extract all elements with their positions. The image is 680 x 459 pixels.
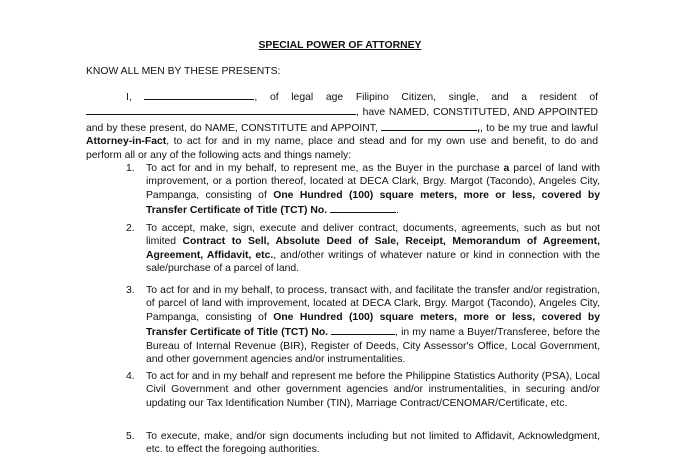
item-number: 5. — [126, 431, 135, 442]
list-item — [126, 162, 600, 218]
item-text-part: , and/other writings of whatever nature or kind in connection with the sale/purchase of a parcel of land. — [146, 249, 600, 275]
intro-part3: , to be my true and lawful — [480, 122, 599, 134]
intro-part2: , have NAMED, CONSTITUTED, AND APPOINTED and by these present, do NAME, CONSTITUTE and APPOINT, — [86, 107, 598, 134]
item-number: 4. — [126, 371, 135, 382]
document-title: SPECIAL POWER OF ATTORNEY — [258, 40, 422, 51]
tct-blank — [330, 202, 396, 213]
name-blank — [144, 89, 254, 100]
item-text — [146, 222, 600, 276]
item-text-part: To act for and in my behalf, to represent me, as the Buyer in the purchase — [146, 163, 500, 174]
list-item — [126, 370, 600, 410]
item-text-part: , in my name a Buyer/Transferee, before the Bureau of Internal Revenue (BIR), Register of Deeds, City Assessor's Office, Local Government, and other government agencies and/or instrumentalities. — [146, 327, 600, 366]
item-text-part: parcel of land with improvement, or a portion thereof, located at DECA Clark, Brgy. Margot (Tacondo), Angeles City, Pampanga, consisting of — [146, 163, 600, 201]
item-text-part: To accept, make, sign, execute and deliver contract, documents, agreements, such as but not limited — [146, 223, 600, 248]
item-bold: One Hundred (100) square meters, more or less, covered by Transfer Certificate of Title (TCT) No. — [146, 311, 600, 339]
list-item — [126, 284, 600, 366]
intro-paragraph — [86, 89, 598, 162]
residence-blank — [86, 104, 356, 115]
item-text — [146, 284, 600, 366]
item-text: To act for and in my behalf and represent me before the Philippine Statistics Authority (PSA), Local Civil Government and other government agencies and/or instrumentalities, in securing and/or updating our Tax Identification Number (TIN), Marriage Contract/CENOMAR/Certificate, etc. — [146, 371, 600, 409]
item-text — [146, 162, 600, 218]
item-bold: a — [503, 163, 510, 174]
intro-pronoun: I, — [126, 92, 132, 103]
list-item — [126, 222, 600, 276]
intro-part4: , to act for and in my name, place and stead and for my own use and benefit, to do and perform all or any of the following acts and things namely: — [86, 136, 598, 161]
item-text-part: To act for and in my behalf, to process, transact with, and facilitate the transfer and/or registration, of parcel of land with improvement, located at DECA Clark, Brgy. Margot (Tacondo), Angeles City, Pampanga, consisting of — [146, 285, 600, 323]
tct-blank — [331, 324, 395, 335]
intro-part1: , of legal age Filipino Citizen, single, and a resident of — [254, 92, 598, 103]
item-number: 1. — [126, 163, 135, 174]
appointee-blank — [381, 120, 477, 131]
intro-comma: , — [477, 122, 480, 134]
item-text: To execute, make, and/or sign documents including but not limited to Affidavit, Acknowledgment, etc. to effect the foregoing authorities. — [146, 431, 600, 456]
greeting: KNOW ALL MEN BY THESE PRESENTS: — [86, 66, 281, 77]
item-text-part: . — [395, 205, 399, 217]
item-number: 3. — [126, 285, 135, 296]
item-bold: One Hundred (100) square meters, more or less, covered by Transfer Certificate of Title (TCT) No. — [146, 189, 600, 217]
list-item — [126, 430, 600, 457]
item-bold: Contract to Sell, Absolute Deed of Sale, Receipt, Memorandum of Agreement, Agreement, Affidavit, etc. — [146, 236, 601, 261]
attorney-in-fact-label: Attorney-in-Fact — [86, 136, 167, 148]
item-number: 2. — [126, 223, 135, 234]
